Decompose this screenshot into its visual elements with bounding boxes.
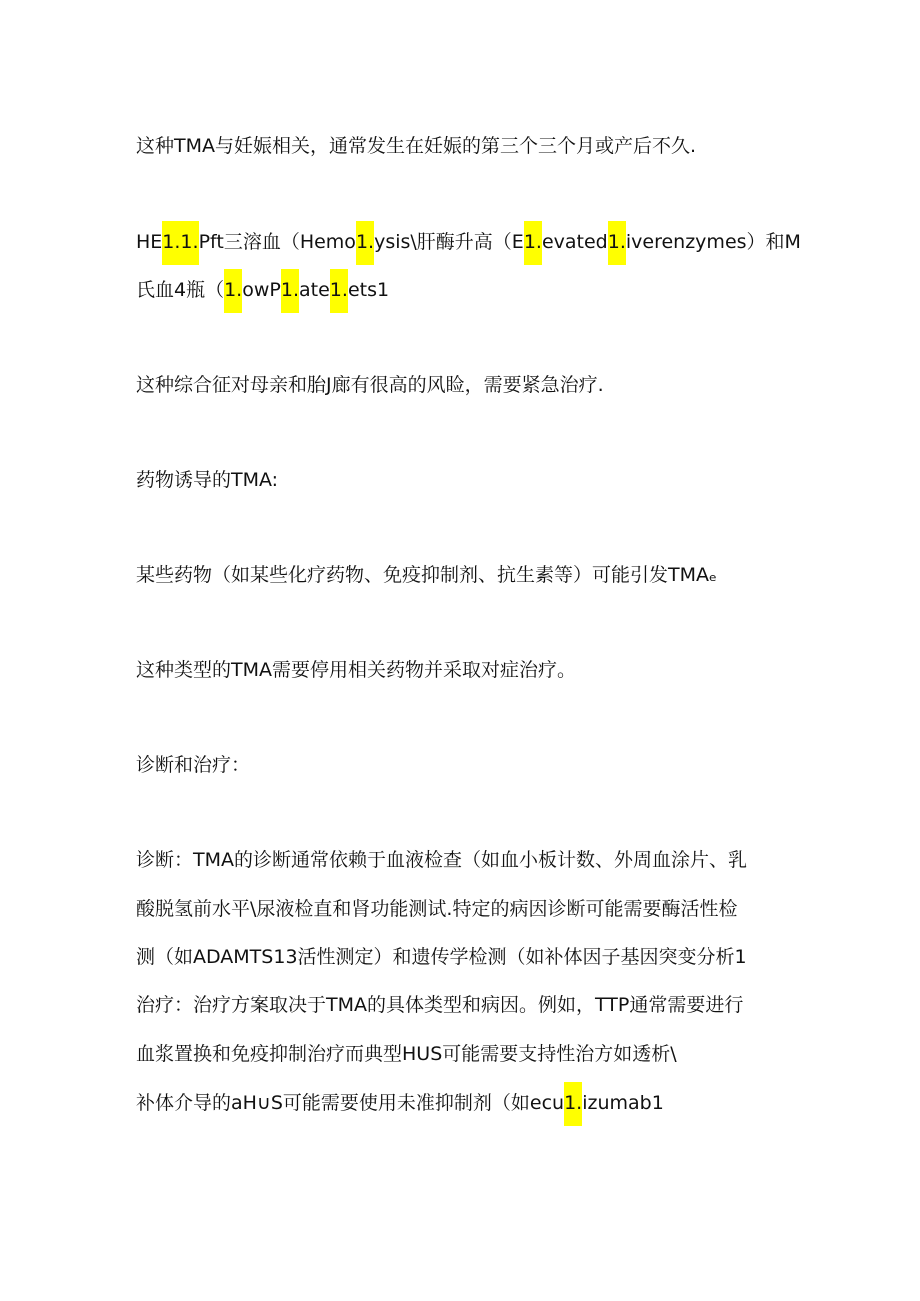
text-run: 测（如ADAMTS13活性测定）和遗传学检测（如补体因子基因突变分析1: [136, 946, 747, 968]
text-run: 补体介导的aH∪S可能需要使用未准抑制剂（如ecu: [136, 1092, 565, 1114]
text-run: 药物诱导的TMA:: [136, 469, 279, 491]
heading-diagnosis-treatment: [136, 752, 250, 778]
paragraph-treatment-line-2: [136, 1041, 677, 1067]
paragraph-treatment-line-1: [136, 992, 743, 1018]
text-run: ate: [299, 279, 330, 301]
text-run: Pft三溶血（Hemo: [198, 231, 356, 253]
highlighted-text: 1.: [524, 221, 542, 265]
highlighted-text: 1.: [281, 269, 299, 313]
paragraph-hellp-line-2: [136, 277, 389, 303]
text-run: 治疗：治疗方案取决于TMA的具体类型和病因。例如，TTP通常需要进行: [136, 994, 744, 1016]
paragraph-hellp-risk: [136, 372, 604, 398]
text-run: izumab1: [582, 1092, 664, 1114]
paragraph-hellp-line-1: [136, 229, 801, 255]
text-run: 诊断和治疗：: [136, 754, 251, 776]
text-run: 这种类型的TMA需要停用相关药物并采取对症治疗。: [136, 659, 576, 681]
highlighted-text: 1.: [356, 221, 374, 265]
highlighted-text: 1.: [608, 221, 626, 265]
text-run: ets1: [347, 279, 390, 301]
heading-drug-induced-tma: [136, 467, 278, 493]
paragraph-tma-pregnancy: [136, 133, 696, 159]
highlighted-text: 1.1.: [162, 221, 198, 265]
text-run: 这种综合征对母亲和胎J廊有很高的风睑，需要紧急治疗.: [136, 374, 604, 396]
paragraph-diagnosis-line-2: [136, 896, 737, 922]
text-run: 血浆置换和免疫抑制治疗而典型HUS可能需要支持性治方如透析\: [136, 1043, 677, 1065]
paragraph-treatment-line-3: [136, 1090, 664, 1116]
paragraph-drug-causes: [136, 562, 717, 588]
text-run: evated: [541, 231, 608, 253]
text-run: 诊断：TMA的诊断通常依赖于血液检查（如血小板计数、外周血涂片、乳: [136, 849, 747, 871]
text-run: 某些药物（如某些化疗药物、免疫抑制剂、抗生素等）可能引发TMAₑ: [136, 564, 717, 586]
highlighted-text: 1.: [224, 269, 242, 313]
text-run: owP: [242, 279, 281, 301]
paragraph-drug-treatment: [136, 657, 576, 683]
text-run: HE: [136, 231, 163, 253]
text-run: 这种TMA与妊娠相关，通常发生在妊娠的第三个三个月或产后不久.: [136, 135, 697, 157]
highlighted-text: 1.: [564, 1082, 582, 1126]
highlighted-text: 1.: [330, 269, 348, 313]
text-run: iverenzymes）和M: [625, 231, 801, 253]
text-run: ysis\肝酶升高（E: [374, 231, 524, 253]
text-run: 氏血4瓶（: [136, 279, 225, 301]
text-run: 酸脱氢前水平\尿液检直和肾功能测试.特定的病因诊断可能需要酶活性检: [136, 898, 738, 920]
paragraph-diagnosis-line-1: [136, 847, 747, 873]
paragraph-diagnosis-line-3: [136, 944, 747, 970]
